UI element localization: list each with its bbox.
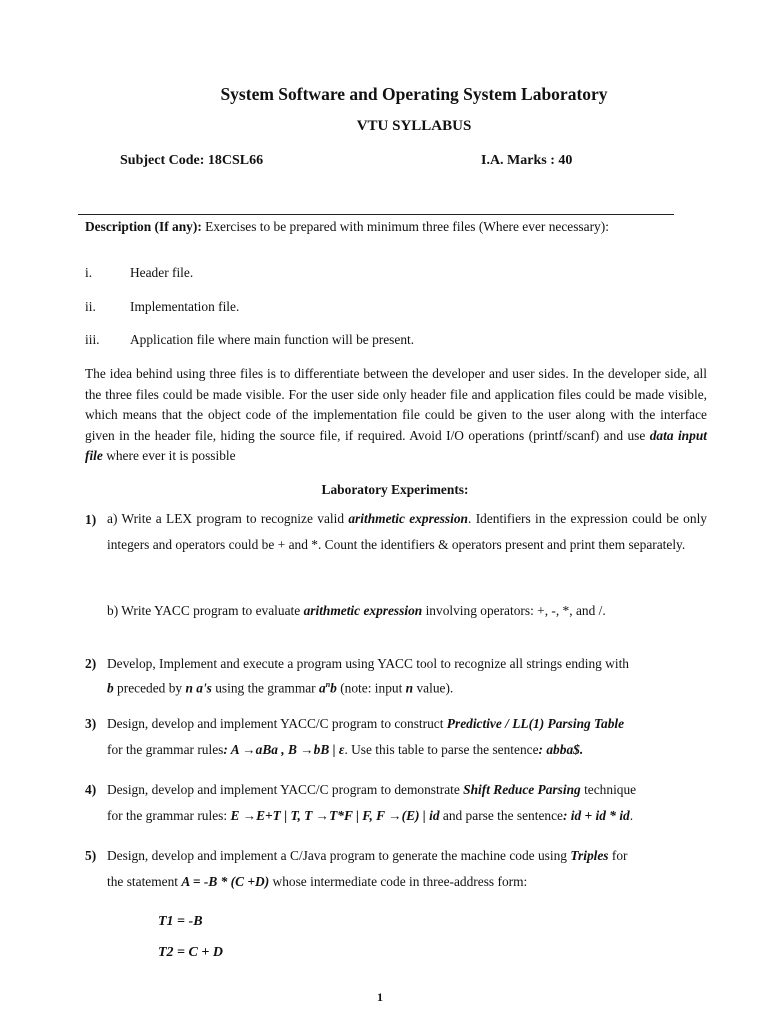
- exp-text: the statement: [107, 874, 182, 889]
- list-item-text: Application file where main function will be present.: [130, 332, 415, 347]
- list-item-number: ii.: [85, 299, 96, 314]
- document-subtitle: VTU SYLLABUS: [356, 118, 472, 134]
- experiment-2-line2: [107, 680, 707, 696]
- experiment-1a: [107, 506, 707, 558]
- statement: A = -B * (C +D): [181, 874, 270, 889]
- exp-text: Design, develop and implement a C/Java program to generate the machine code using: [107, 848, 571, 863]
- three-address-code-1: T1 = -B: [158, 914, 203, 929]
- exp-text: involving operators: +, -, *, and /.: [422, 603, 606, 618]
- experiment-4-line2: [107, 808, 707, 824]
- exp-text: . Use this table to parse the sentence: [344, 742, 539, 757]
- exp-text: .: [629, 808, 634, 823]
- description-label: Description (If any):: [85, 219, 202, 234]
- exp-text: for: [608, 848, 628, 863]
- parse-sentence: : id + id * id: [562, 808, 630, 823]
- experiment-3-line2: [107, 742, 707, 758]
- subject-code: Subject Code: 18CSL66: [120, 153, 264, 168]
- experiment-5-line2: [107, 874, 707, 890]
- exp-text: value).: [413, 680, 454, 696]
- exp-text: preceded by: [113, 680, 186, 696]
- description-text: Exercises to be prepared with minimum three files (Where ever necessary):: [201, 219, 609, 234]
- experiment-1b: [107, 603, 707, 619]
- experiment-number: 3): [85, 716, 97, 731]
- exp-text: whose intermediate code in three-address form:: [269, 874, 528, 889]
- exp-emphasis: Shift Reduce Parsing: [463, 782, 581, 797]
- experiment-4-line1: [107, 782, 707, 798]
- list-item-text: Implementation file.: [130, 299, 240, 314]
- grammar-rules: : A →aBa , B →bB | ε: [223, 742, 345, 757]
- experiment-number: 1): [85, 512, 97, 527]
- list-item-number: iii.: [85, 332, 100, 347]
- ia-marks: I.A. Marks : 40: [481, 153, 573, 168]
- paragraph-text: The idea behind using three files is to differentiate between the developer and user sides. In the developer side, all the three files could be made visible. For the user side only header file and application files could be made visible, which means that the object code of the implementation file could be given to the user along with the interface given in the header file, hiding the source file, if required. Avoid I/O operations (printf/scanf) and use: [85, 366, 707, 443]
- header-divider: [78, 214, 674, 215]
- exp-emphasis: Predictive / LL(1) Parsing Table: [446, 716, 625, 731]
- grammar-rules: E →E+T | T, T →T*F | F, F →(E) | id: [230, 808, 440, 823]
- grammar-a: a: [319, 680, 326, 696]
- paragraph-tail: where ever it is possible: [102, 448, 236, 463]
- experiment-5-line1: [107, 848, 707, 864]
- exp-text: (note: input: [336, 680, 406, 696]
- three-address-code-2: T2 = C + D: [158, 945, 223, 960]
- exp-emphasis: n a's: [185, 680, 212, 696]
- exp-emphasis: arithmetic expression: [303, 603, 423, 618]
- exp-emphasis: arithmetic expression: [348, 511, 469, 526]
- experiment-number: 2): [85, 656, 97, 671]
- experiment-number: 5): [85, 848, 97, 863]
- exp-emphasis: b: [107, 680, 114, 696]
- exp-emphasis: Triples: [570, 848, 609, 863]
- experiment-3-line1: [107, 716, 707, 732]
- exp-text: using the grammar: [211, 680, 319, 696]
- list-item-number: i.: [85, 265, 93, 280]
- page-number: 1: [377, 990, 383, 1004]
- experiment-number: 4): [85, 782, 97, 797]
- experiment-2-line1: Develop, Implement and execute a program using YACC tool to recognize all strings ending with: [107, 656, 629, 671]
- exp-text: Design, develop and implement YACC/C program to construct: [107, 716, 447, 731]
- exp-text: and parse the sentence: [439, 808, 563, 823]
- list-item-text: Header file.: [130, 265, 194, 280]
- exp-text: for the grammar rules:: [107, 808, 231, 823]
- exp-text: Design, develop and implement YACC/C program to demonstrate: [107, 782, 464, 797]
- grammar-b: b: [330, 680, 337, 696]
- grammar-exponent: n: [325, 680, 331, 689]
- exp-text: . Identifiers in the expression could be only integers and operators could be + and *. Count the identifiers & operators present and print them separately.: [107, 511, 707, 552]
- lab-heading: Laboratory Experiments:: [321, 482, 469, 497]
- exp-emphasis: n: [405, 680, 414, 696]
- document-title: System Software and Operating System Laboratory: [220, 84, 608, 104]
- exp-text: technique: [580, 782, 637, 797]
- description-line: [85, 219, 685, 235]
- exp-text: b) Write YACC program to evaluate: [107, 603, 304, 618]
- parse-sentence: : abba$.: [538, 742, 584, 757]
- paragraph-emphasis: data input file: [85, 427, 707, 463]
- exp-text: for the grammar rules: [107, 742, 224, 757]
- description-paragraph: [85, 364, 707, 467]
- exp-text: a) Write a LEX program to recognize valid: [107, 511, 349, 526]
